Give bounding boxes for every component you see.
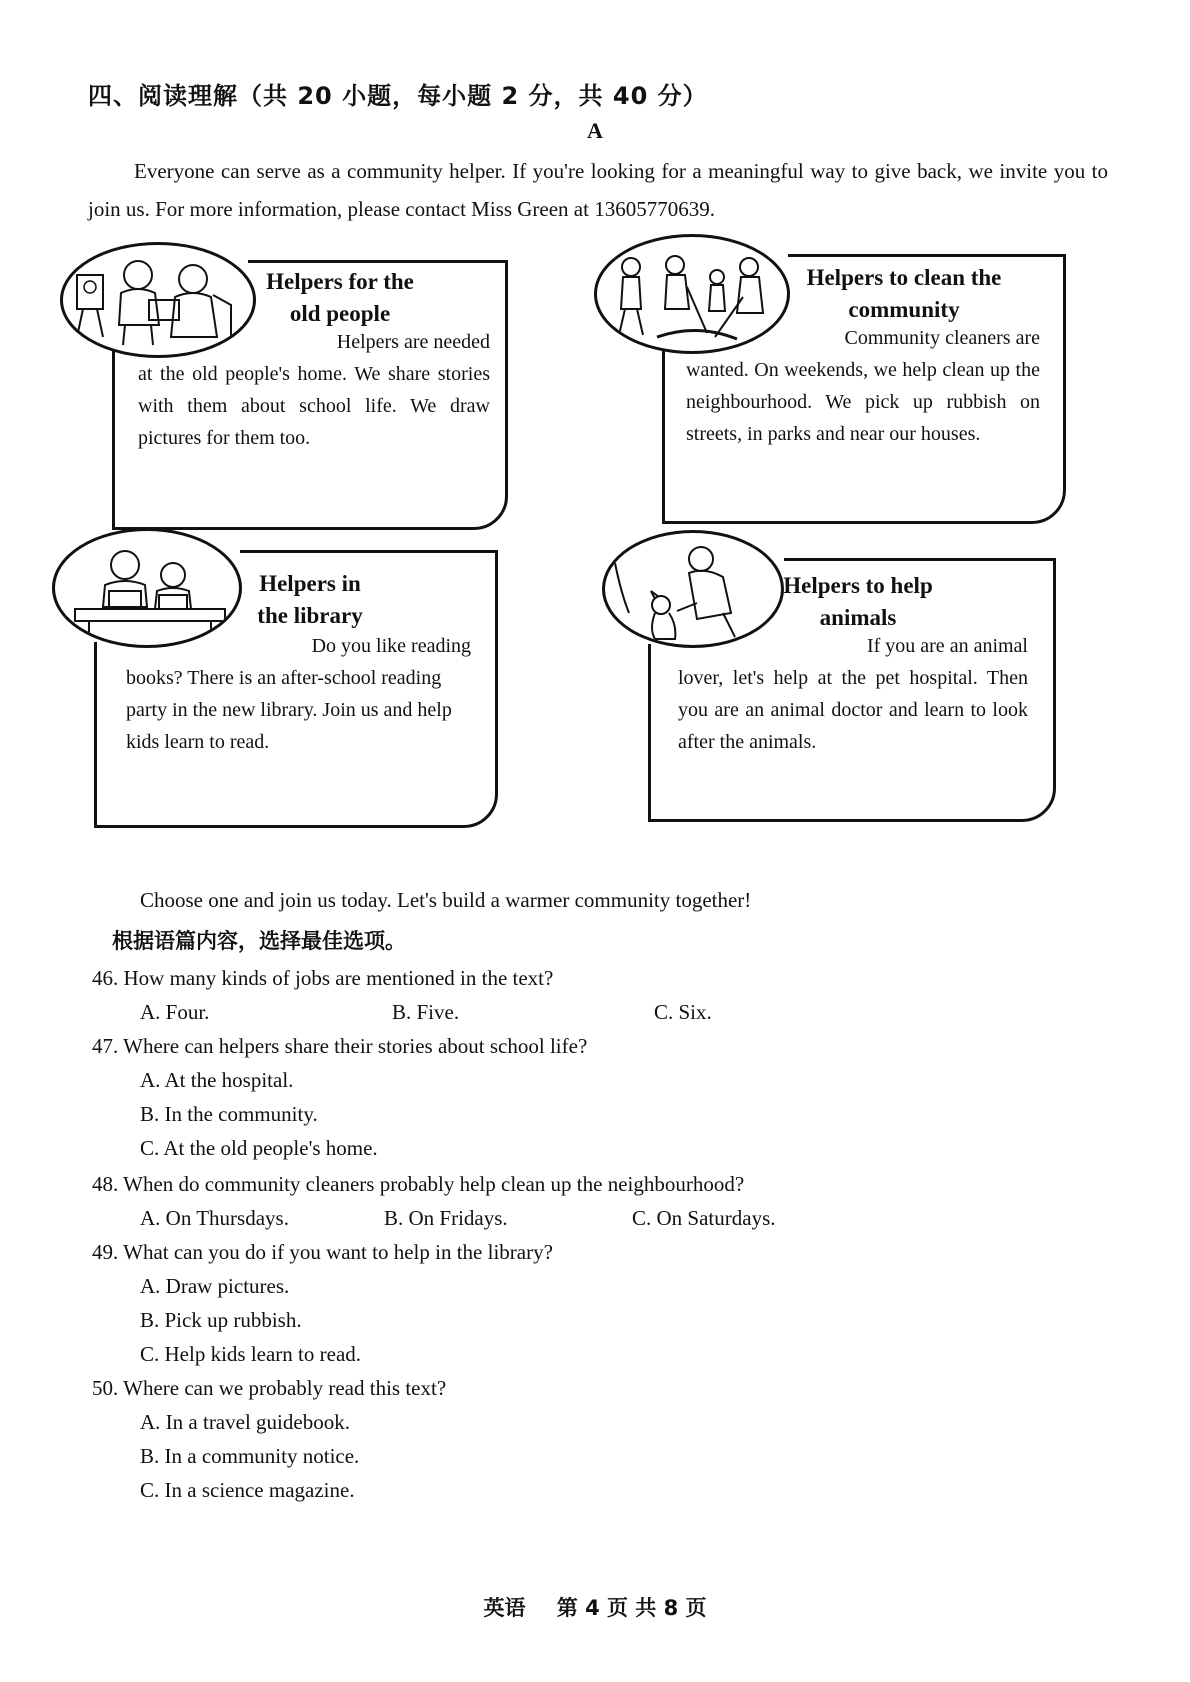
card-body: Do you like reading books? There is an after-school reading party in the new library. Join us and help kids learn to read. <box>126 635 471 753</box>
option-b[interactable]: B. Pick up rubbish. <box>140 1308 302 1332</box>
card-clean-community <box>594 228 1074 528</box>
question-46: 46. How many kinds of jobs are mentioned in the text? <box>92 966 554 990</box>
option-a[interactable]: A. Four. <box>140 1000 210 1024</box>
question-47: 47. Where can helpers share their stories about school life? <box>92 1034 588 1058</box>
card-library <box>52 520 502 830</box>
option-b[interactable]: B. In a community notice. <box>140 1444 360 1468</box>
option-c[interactable]: C. In a science magazine. <box>140 1478 355 1502</box>
option-b[interactable]: B. On Fridays. <box>384 1206 508 1230</box>
option-a[interactable]: A. In a travel guidebook. <box>140 1410 350 1434</box>
question-49: 49. What can you do if you want to help in the library? <box>92 1240 553 1264</box>
page-footer <box>0 1592 1190 1622</box>
card-body: If you are an animal lover, let's help at the pet hospital. Then you are an animal doctor and learn to look after the animals. <box>678 635 1028 753</box>
passage-letter: A <box>587 118 603 143</box>
card-body: Community cleaners are wanted. On weekends, we help clean up the neighbourhood. We pick up rubbish on streets, in parks and near our houses. <box>686 327 1040 445</box>
closing-line: Choose one and join us today. Let's build a warmer community together! <box>140 888 752 912</box>
option-c[interactable]: C. On Saturdays. <box>632 1206 776 1230</box>
option-c[interactable]: C. Six. <box>654 1000 712 1024</box>
option-b[interactable]: B. Five. <box>392 1000 460 1024</box>
option-a[interactable]: A. Draw pictures. <box>140 1274 290 1298</box>
intro-paragraph: Everyone can serve as a community helper. If you're looking for a meaningful way to give back, we invite you to join us. For more information, please contact Miss Green at 13605770639. <box>88 159 1108 221</box>
option-b[interactable]: B. In the community. <box>140 1102 318 1126</box>
question-50: 50. Where can we probably read this text? <box>92 1376 447 1400</box>
question-48: 48. When do community cleaners probably help clean up the neighbourhood? <box>92 1172 745 1196</box>
card-title: Helpers for the old people <box>266 269 414 326</box>
section-title: 四、阅读理解（共 20 小题，每小题 2 分，共 40 分） <box>88 82 708 110</box>
card-title: Helpers to clean the community <box>806 265 1002 322</box>
option-a[interactable]: A. At the hospital. <box>140 1068 294 1092</box>
card-old-people <box>60 232 500 532</box>
card-body: Helpers are needed at the old people's home. We share stories with them about school life. We draw pictures for them too. <box>138 331 490 449</box>
option-c[interactable]: C. At the old people's home. <box>140 1136 378 1160</box>
card-title: Helpers in the library <box>257 571 363 628</box>
option-c[interactable]: C. Help kids learn to read. <box>140 1342 362 1366</box>
instruction: 根据语篇内容，选择最佳选项。 <box>112 929 406 953</box>
footer-subject: 英语 <box>483 1596 526 1620</box>
option-a[interactable]: A. On Thursdays. <box>140 1206 289 1230</box>
card-title: Helpers to help animals <box>783 573 933 630</box>
card-animals <box>596 530 1066 830</box>
footer-page-number: 第 4 页 共 8 页 <box>556 1596 707 1620</box>
